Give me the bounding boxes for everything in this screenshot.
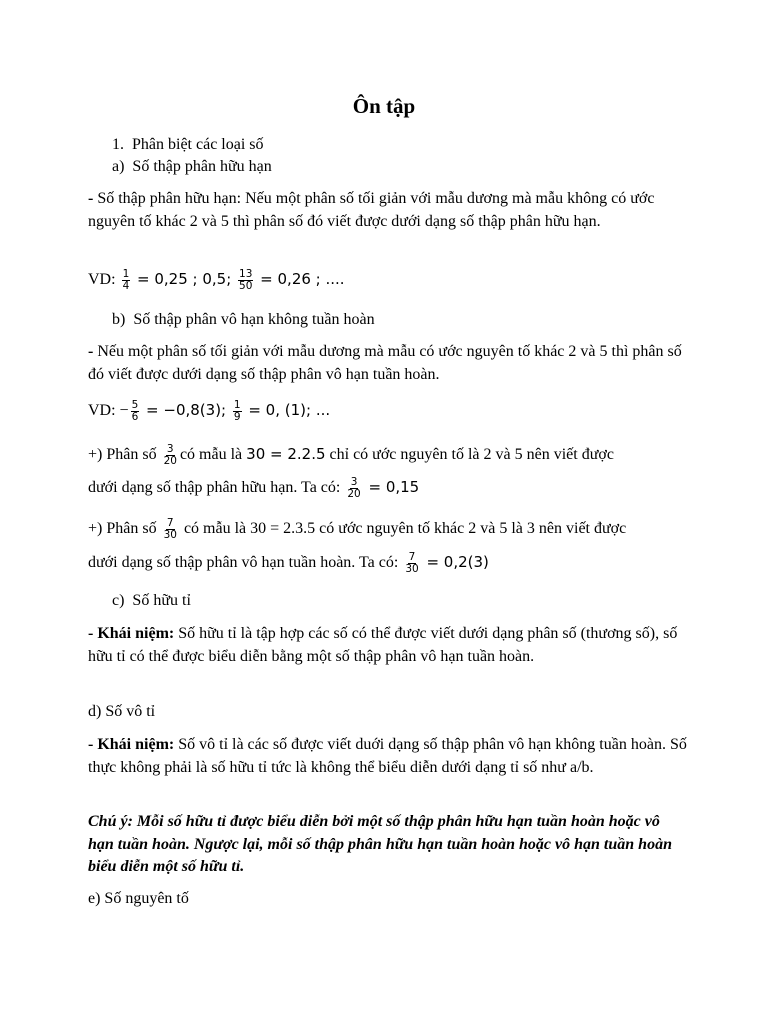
paragraph-a	[88, 188, 692, 233]
point-1-line-2: dưới dạng số thập phân hữu hạn. Ta có: $\frac{3}{20}$ = 0,15	[88, 475, 420, 500]
paragraph-d	[88, 734, 692, 779]
paragraph-c-text: Số hữu tỉ là tập hợp các số có thể được viết dưới dạng phân số (thương số), số hữu tỉ có thể được biểu diễn bằng một số thập phân vô hạn tuần hoàn.	[88, 625, 678, 665]
fraction-7-30: $\frac{7}{30}$	[163, 517, 177, 541]
paragraph-c	[88, 623, 692, 668]
example-1	[88, 268, 345, 292]
point-2-line-1: +) Phân số $\frac{7}{30}$ có mẫu là 30 = 2.3.5 có ước nguyên tố khác 2 và 5 là 3 nên viết được	[88, 517, 627, 541]
page-title: Ôn tập	[352, 94, 416, 118]
example-2	[88, 399, 330, 423]
example-1-end: = 0,26 ; ....	[255, 270, 345, 288]
label-khai-niem: - Khái niệm:	[88, 625, 175, 642]
dash: -	[88, 343, 98, 360]
heading-a: a) Số thập phân hữu hạn	[112, 158, 272, 175]
example-2-end: = 0, (1); ...	[243, 401, 331, 419]
paragraph-b	[88, 341, 692, 386]
paragraph-b-text: Nếu một phân số tối giản với mẫu dương mà mẫu có ước nguyên tố khác 2 và 5 thì phân số đó viết được dưới dạng số thập phân vô hạn tuần hoàn.	[88, 343, 682, 383]
point-2-line-2: dưới dạng số thập phân vô hạn tuần hoàn. Ta có: $\frac{7}{30}$ = 0,2(3)	[88, 550, 489, 575]
fraction-7-30: $\frac{7}{30}$	[405, 550, 419, 575]
heading-d: d) Số vô tỉ	[88, 703, 156, 720]
fraction-1-9: $\frac{1}{9}$	[233, 398, 241, 423]
example-1-mid: = 0,25 ; 0,5;	[132, 270, 237, 288]
fraction-3-20: $\frac{3}{20}$	[347, 475, 361, 500]
example-2-mid: = −0,8(3);	[141, 401, 231, 419]
fraction-5-6: $\frac{5}{6}$	[131, 398, 139, 423]
dash: -	[88, 190, 98, 207]
label-khai-niem: - Khái niệm:	[88, 736, 175, 753]
section-1-heading: 1. Phân biệt các loại số	[112, 136, 264, 153]
paragraph-d-text: Số vô tỉ là các số được viết duới dạng số thập phân vô hạn không tuần hoàn. Số thực không phải là số hữu tỉ tức là không thể biểu diễn dưới dạng tỉ số như a/b.	[88, 736, 687, 776]
heading-c: c) Số hữu tỉ	[112, 592, 191, 609]
fraction-13-50: $\frac{13}{50}$	[239, 267, 253, 292]
heading-b: b) Số thập phân vô hạn không tuần hoàn	[112, 311, 375, 328]
fraction-3-20: $\frac{3}{20}$	[163, 442, 177, 467]
note-paragraph: Chú ý: Mỗi số hữu tỉ được biểu diễn bởi một số thập phân hữu hạn tuần hoàn hoặc vô hạn tuần hoàn. Ngược lại, mỗi số thập phân hữu hạn tuần hoàn hoặc vô hạn tuần hoàn biểu diễn một số hữu tỉ.	[88, 813, 672, 875]
fraction-1-4: $\frac{1}{4}$	[122, 267, 130, 292]
point-1-line-1: +) Phân số $\frac{3}{20}$ có mẫu là 30 = 2.2.5 chỉ có ước nguyên tố là 2 và 5 nên viết được	[88, 442, 614, 467]
example-1-prefix: VD:	[88, 271, 120, 288]
paragraph-a-text: Số thập phân hữu hạn: Nếu một phân số tối giản với mẫu dương mà mẫu không có ước nguyên tố khác 2 và 5 thì phân số đó viết được dưới dạng số thập phân hữu hạn.	[88, 190, 655, 230]
example-2-prefix: VD: −	[88, 402, 129, 419]
heading-e: e) Số nguyên tố	[88, 890, 189, 907]
